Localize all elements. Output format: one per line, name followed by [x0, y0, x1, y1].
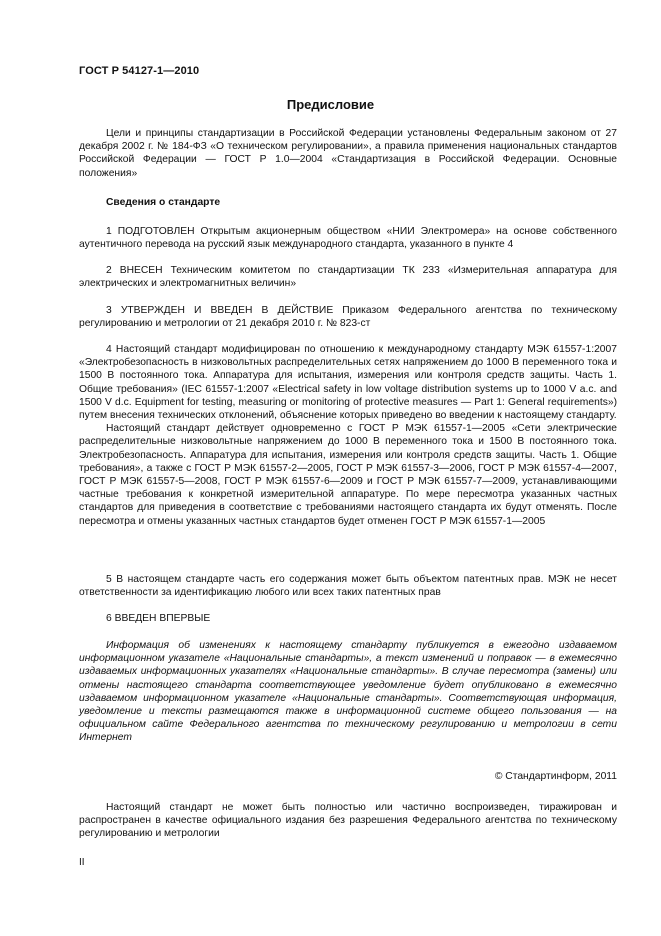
item-2: 2 ВНЕСЕН Техническим комитетом по стандартизации ТК 233 «Измерительная аппаратура для электрических и электромагнитных величин» [79, 265, 617, 290]
subheading: Сведения о стандарте [106, 197, 221, 208]
reproduction-notice: Настоящий стандарт не может быть полностью или частично воспроизведен, тиражирован и распространен в качестве официального издания без разрешения Федерального агентства по техническому регулированию и метрологии [79, 802, 617, 840]
item-5: 5 В настоящем стандарте часть его содержания может быть объектом патентных прав. МЭК не несет ответственности за идентификацию любого или всех таких патентных прав [79, 574, 617, 599]
page-number: II [79, 857, 85, 868]
intro-paragraph: Цели и принципы стандартизации в Российской Федерации установлены Федеральным законом от 27 декабря 2002 г. № 184-ФЗ «О техническом регулировании», а правила применения национальных стандартов Российской Федерации — ГОСТ Р 1.0—2004 «Стандартизация в Российской Федерации. Основные положения» [79, 128, 617, 179]
item-3: 3 УТВЕРЖДЕН И ВВЕДЕН В ДЕЙСТВИЕ Приказом Федерального агентства по техническому регулированию и метрологии от 21 декабря 2010 г. № 823-ст [79, 305, 617, 330]
item-4-paragraph-2: Настоящий стандарт действует одновременно с ГОСТ Р МЭК 61557-1—2005 «Сети электрические распределительные низковольтные напряжением до 1000 В переменного тока и 1500 В постоянного тока. Электробезопасность. Аппаратура для испытания, измерения или контроля средств защиты. Часть 1. Общие требования», а также с ГОСТ Р МЭК 61557-2—2005, ГОСТ Р МЭК 61557-3—2006, ГОСТ Р МЭК 61557-4—2007, ГОСТ Р МЭК 61557-5—2008, ГОСТ Р МЭК 61557-6—2009 и ГОСТ Р МЭК 61557-7—2009, устанавливающими частные требования к конкретной измерительной аппаратуре. По мере пересмотра указанных частных стандартов для приведения в соответствие с требованиями настоящего стандарта их будут отменять. После пересмотра и отмены указанных частных стандартов будет отменен ГОСТ Р МЭК 61557-1—2005 [79, 423, 617, 527]
item-4-paragraph-1: 4 Настоящий стандарт модифицирован по отношению к международному стандарту МЭК 61557-1:2007 «Электробезопасность в низковольтных распределительных сетях напряжением до 1000 В переменного тока и 1500 В постоянного тока. Аппаратура для испытания, измерения или контроля средств защиты. Часть 1. Общие требования» (IEC 61557-1:2007 «Electrical safety in low voltage distribution systems up to 1000 V a.c. and 1500 V d.c. Equipment for testing, measuring or monitoring of protective measures — Part 1: General requirements») путем внесения технических отклонений, объяснение которых приведено во введении к настоящему стандарту. [79, 344, 617, 422]
page-title: Предисловие [286, 97, 375, 112]
copyright: © Стандартинформ, 2011 [494, 771, 617, 782]
item-1: 1 ПОДГОТОВЛЕН Открытым акционерным обществом «НИИ Электромера» на основе собственного аутентичного перевода на русский язык международного стандарта, указанного в пункте 4 [79, 226, 617, 251]
notice-paragraph: Информация об изменениях к настоящему стандарту публикуется в ежегодно издаваемом информационном указателе «Национальные стандарты», а текст изменений и поправок — в ежемесячно издаваемых информационных указателях «Национальные стандарты». В случае пересмотра (замены) или отмены настоящего стандарта соответствующее уведомление будет опубликовано в ежемесячно издаваемом информационном указателе «Национальные стандарты». Соответствующая информация, уведомление и тексты размещаются также в информационной системе общего пользования — на официальном сайте Федерального агентства по техническому регулированию и метрологии в сети Интернет [79, 640, 617, 744]
item-4 [79, 343, 617, 528]
document-header: ГОСТ Р 54127-1—2010 [79, 65, 200, 77]
item-6: 6 ВВЕДЕН ВПЕРВЫЕ [106, 613, 211, 624]
